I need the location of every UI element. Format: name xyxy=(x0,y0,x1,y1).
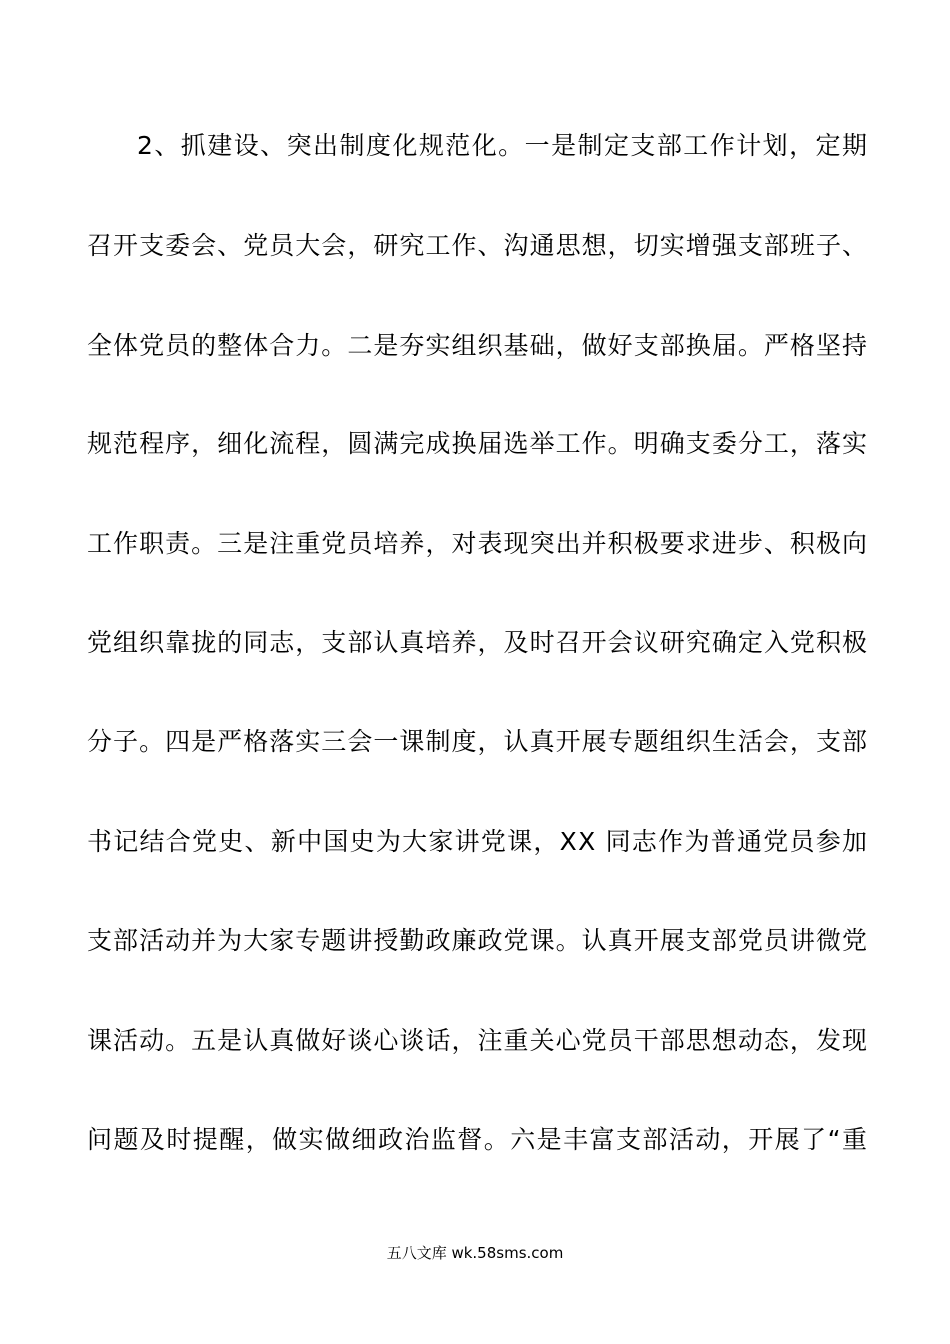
paragraph-line-4: 规范程序，细化流程，圆满完成换届选举工作。明确支委分工，落实 xyxy=(87,429,869,458)
paragraph-line-8: 书记结合党史、新中国史为大家讲党课，XX 同志作为普通党员参加 xyxy=(87,827,869,856)
paragraph-line-7: 分子。四是严格落实三会一课制度，认真开展专题组织生活会，支部 xyxy=(87,727,869,756)
paragraph-line-5: 工作职责。三是注重党员培养，对表现突出并积极要求进步、积极向 xyxy=(87,529,869,558)
paragraph-line-2: 召开支委会、党员大会，研究工作、沟通思想，切实增强支部班子、 xyxy=(87,231,869,260)
paragraph-line-9: 支部活动并为大家专题讲授勤政廉政党课。认真开展支部党员讲微党 xyxy=(87,926,869,955)
page-footer-watermark: 五八文库 wk.58sms.com xyxy=(386,1244,564,1262)
paragraph-line-1: 2、抓建设、突出制度化规范化。一是制定支部工作计划，定期 xyxy=(137,131,869,160)
paragraph-line-6: 党组织靠拢的同志，支部认真培养，及时召开会议研究确定入党积极 xyxy=(87,628,869,657)
paragraph-line-10: 课活动。五是认真做好谈心谈话，注重关心党员干部思想动态，发现 xyxy=(87,1026,869,1055)
paragraph-line-3: 全体党员的整体合力。二是夯实组织基础，做好支部换届。严格坚持 xyxy=(87,331,869,360)
paragraph-line-11: 问题及时提醒，做实做细政治监督。六是丰富支部活动，开展了“重 xyxy=(87,1125,869,1154)
